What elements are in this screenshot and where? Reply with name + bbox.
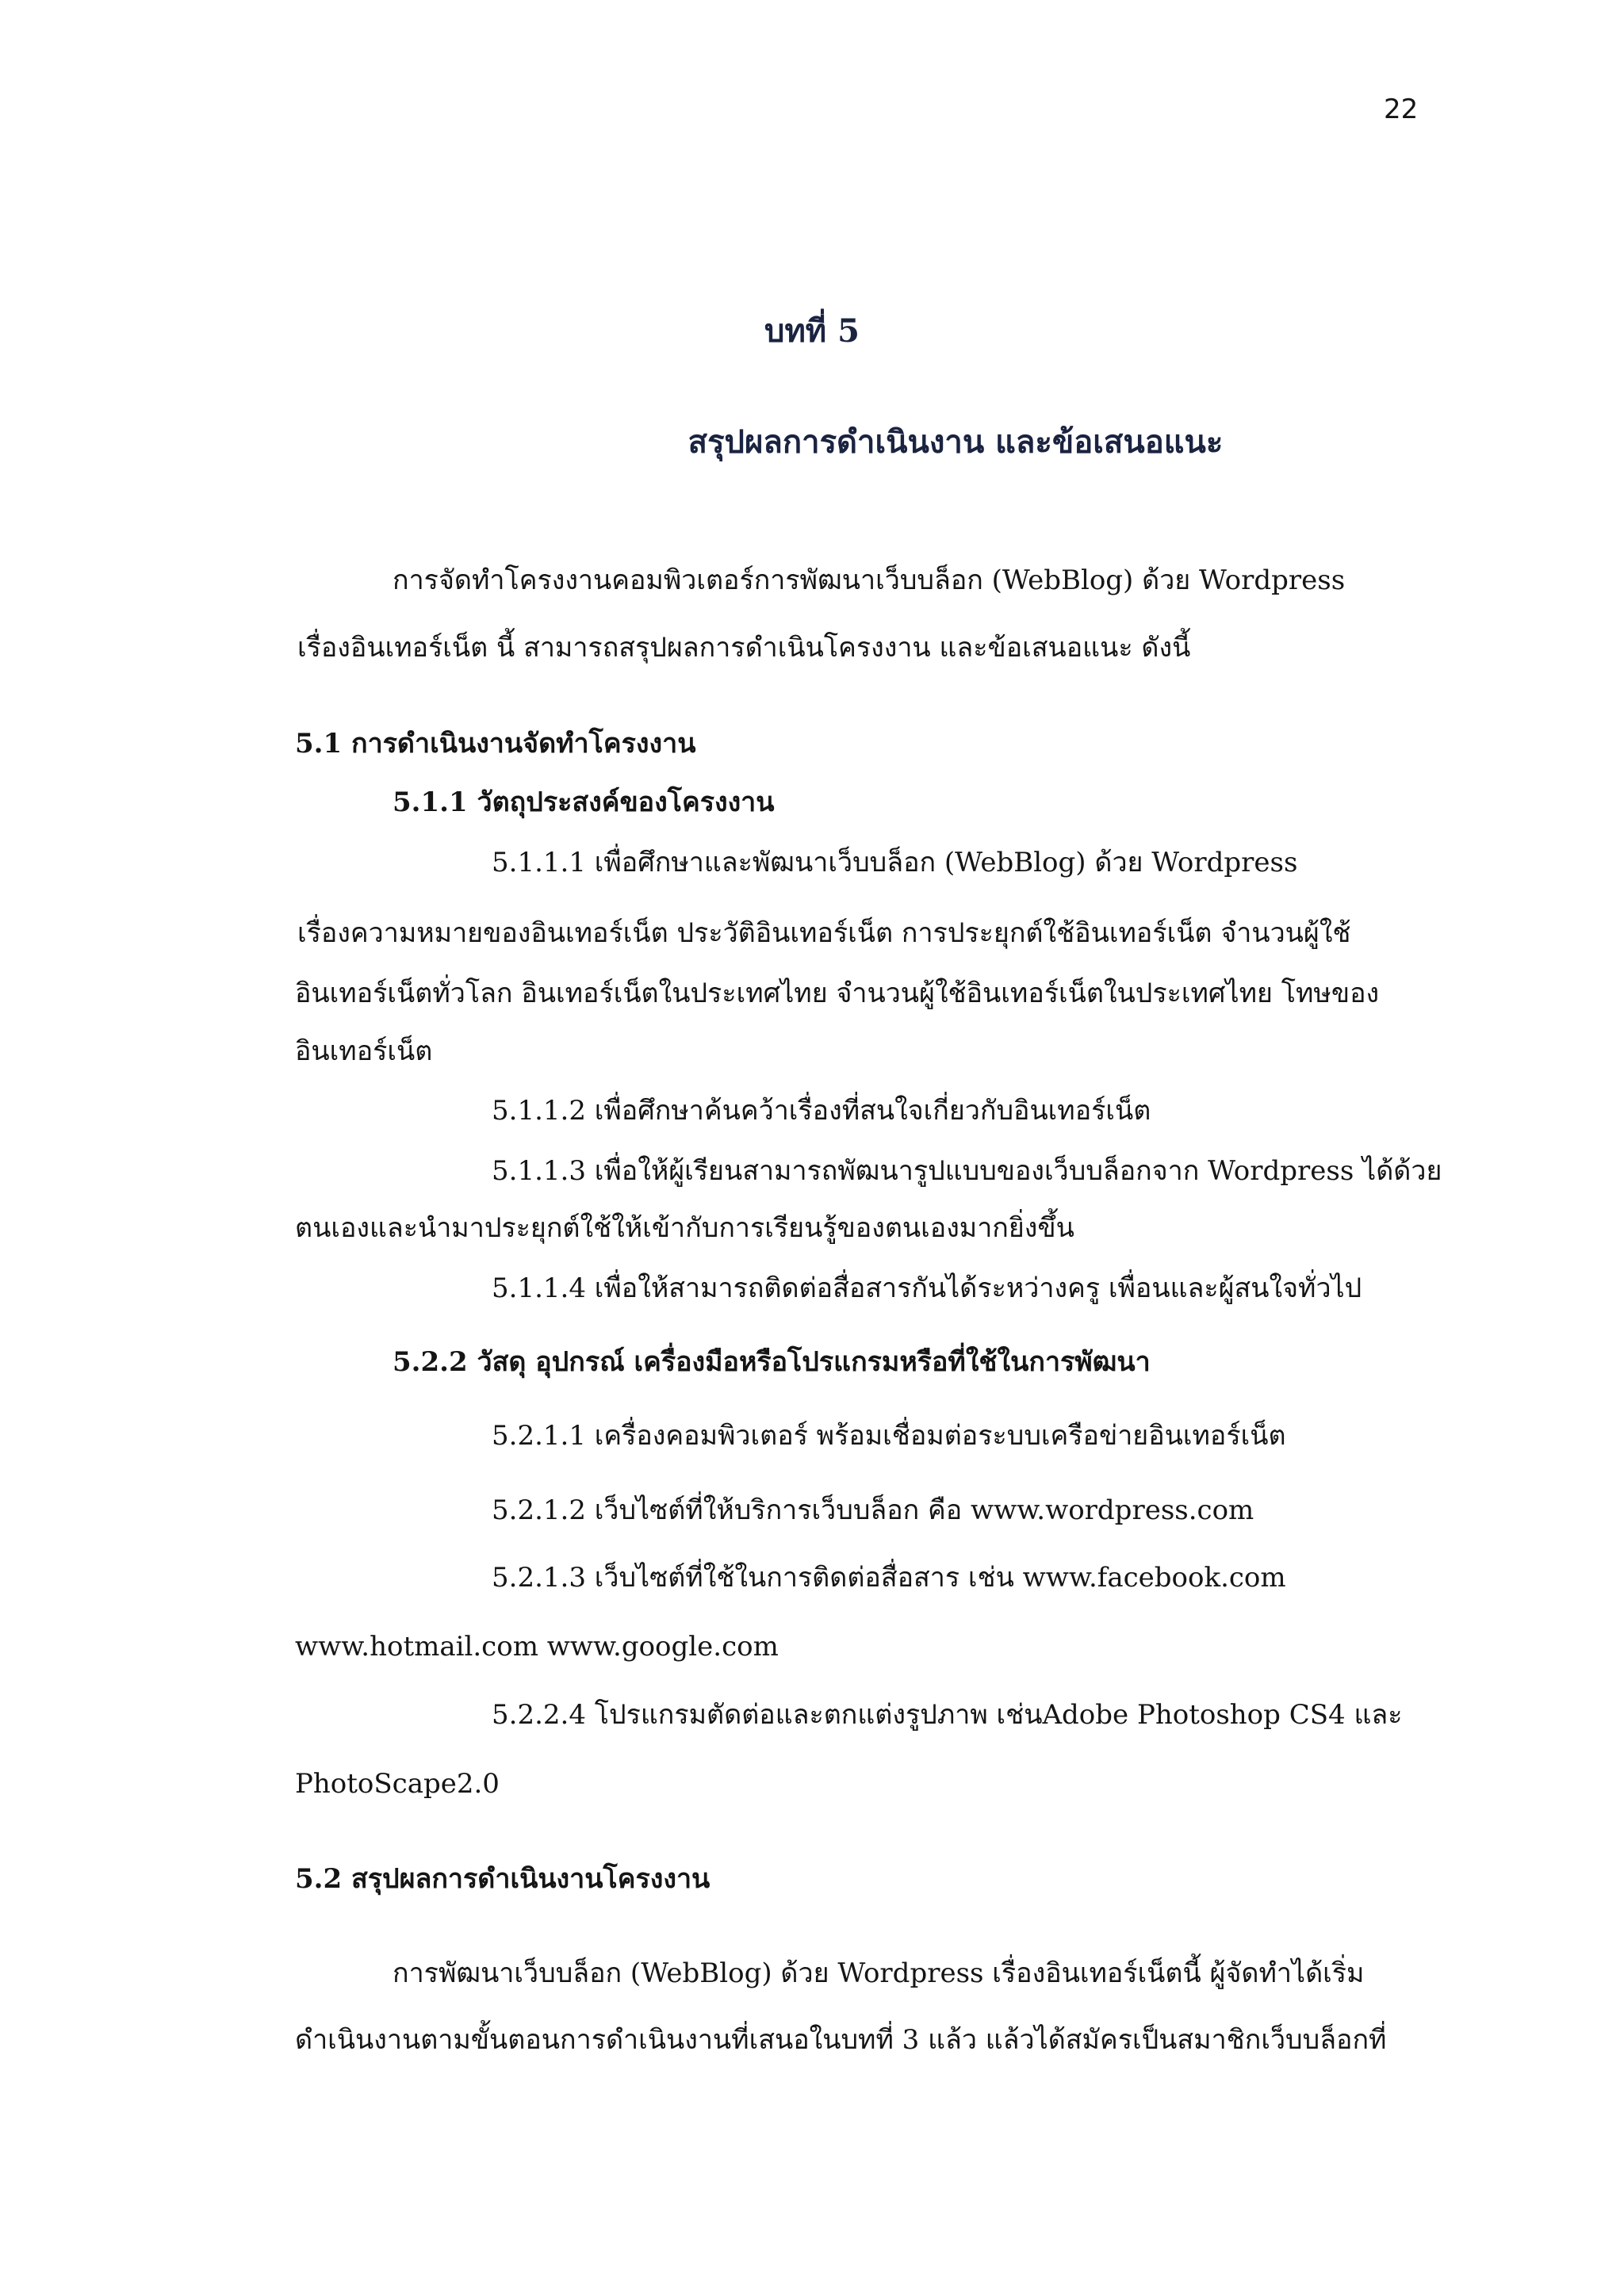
chapter-subtitle: สรุปผลการดำเนินงาน และข้อเสนอแนะ	[688, 423, 1224, 461]
item-5-1-1-3-line-1: 5.1.1.3 เพื่อให้ผู้เรียนสามารถพัฒนารูปแบบของเว็บบล็อกจาก Wordpress ได้ด้วย	[492, 1155, 1442, 1187]
item-5-2-2-4-line-1: 5.2.2.4 โปรแกรมตัดต่อและตกแต่งรูปภาพ เช่นAdobe Photoshop CS4 และ	[492, 1699, 1403, 1731]
item-5-1-1-1-line-2: เรื่องความหมายของอินเทอร์เน็ต ประวัติอินเทอร์เน็ต การประยุกต์ใช้อินเทอร์เน็ต จำนวนผู้ใช้	[297, 917, 1351, 949]
chapter-title: บทที่ 5	[764, 312, 860, 350]
sub-heading-5-1-1: 5.1.1 วัตถุประสงค์ของโครงงาน	[393, 786, 775, 818]
paragraph-5-2-line-2: ดำเนินงานตามขั้นตอนการดำเนินงานที่เสนอในบทที่ 3 แล้ว แล้วได้สมัครเป็นสมาชิกเว็บบล็อกที่	[295, 2024, 1387, 2056]
item-5-1-1-3-line-2: ตนเองและนำมาประยุกต์ใช้ให้เข้ากับการเรียนรู้ของตนเองมากยิ่งขึ้น	[295, 1212, 1074, 1244]
paragraph-5-2-line-1: การพัฒนาเว็บบล็อก (WebBlog) ด้วย Wordpress เรื่องอินเทอร์เน็ตนี้ ผู้จัดทำได้เริ่ม	[393, 1957, 1365, 1989]
item-5-2-1-1: 5.2.1.1 เครื่องคอมพิวเตอร์ พร้อมเชื่อมต่อระบบเครือข่ายอินเทอร์เน็ต	[492, 1420, 1286, 1452]
item-5-2-1-3-line-1: 5.2.1.3 เว็บไซต์ที่ใช้ในการติดต่อสื่อสาร เช่น www.facebook.com	[492, 1562, 1286, 1594]
item-5-2-1-2: 5.2.1.2 เว็บไซต์ที่ให้บริการเว็บบล็อก คือ www.wordpress.com	[492, 1494, 1254, 1526]
item-5-1-1-1-line-1: 5.1.1.1 เพื่อศึกษาและพัฒนาเว็บบล็อก (WebBlog) ด้วย Wordpress	[492, 847, 1298, 878]
item-5-1-1-1-line-3: อินเทอร์เน็ตทั่วโลก อินเทอร์เน็ตในประเทศไทย จำนวนผู้ใช้อินเทอร์เน็ตในประเทศไทย โทษของ	[295, 978, 1380, 1009]
intro-line-1: การจัดทำโครงงานคอมพิวเตอร์การพัฒนาเว็บบล็อก (WebBlog) ด้วย Wordpress	[393, 564, 1346, 596]
intro-line-2: เรื่องอินเทอร์เน็ต นี้ สามารถสรุปผลการดำเนินโครงงาน และข้อเสนอแนะ ดังนี้	[297, 632, 1191, 664]
item-5-1-1-4: 5.1.1.4 เพื่อให้สามารถติดต่อสื่อสารกันได้ระหว่างครู เพื่อนและผู้สนใจทั่วไป	[492, 1272, 1362, 1304]
section-heading-5-1: 5.1 การดำเนินงานจัดทำโครงงาน	[295, 728, 696, 760]
item-5-1-1-2: 5.1.1.2 เพื่อศึกษาค้นคว้าเรื่องที่สนใจเกี่ยวกับอินเทอร์เน็ต	[492, 1095, 1151, 1127]
item-5-1-1-1-line-4: อินเทอร์เน็ต	[295, 1035, 433, 1067]
page-number: 22	[1384, 94, 1419, 125]
item-5-2-2-4-line-2: PhotoScape2.0	[295, 1768, 500, 1800]
sub-heading-5-2-2: 5.2.2 วัสดุ อุปกรณ์ เครื่องมือหรือโปรแกรมหรือที่ใช้ในการพัฒนา	[393, 1346, 1151, 1378]
section-heading-5-2: 5.2 สรุปผลการดำเนินงานโครงงาน	[295, 1863, 710, 1895]
item-5-2-1-3-line-2: www.hotmail.com www.google.com	[295, 1631, 779, 1663]
